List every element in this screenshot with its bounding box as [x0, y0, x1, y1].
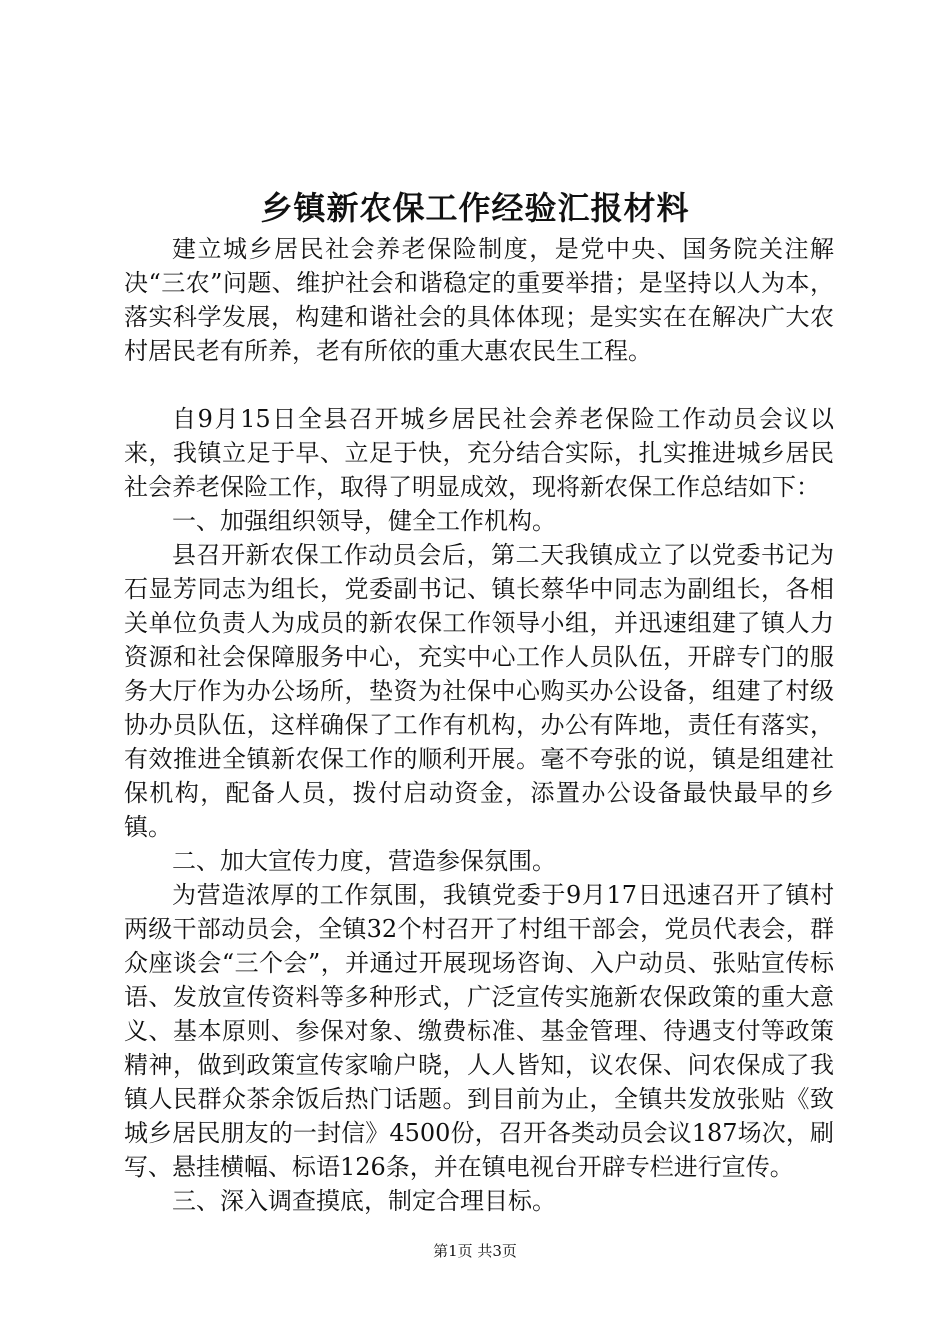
paragraph-summary: 自9月15日全县召开城乡居民社会养老保险工作动员会议以来，我镇立足于早、立足于快，充分结合实际，扎实推进城乡居民社会养老保险工作，取得了明显成效，现将新农保工作总结如下：	[124, 405, 834, 501]
document-body	[124, 232, 834, 1218]
page-footer	[0, 1240, 950, 1262]
paragraph-spacer	[124, 368, 834, 402]
page-indicator: 第1页 共3页	[433, 1242, 517, 1260]
section-heading-1: 一、加强组织领导，健全工作机构。	[172, 507, 556, 535]
paragraph-intro: 建立城乡居民社会养老保险制度，是党中央、国务院关注解决“三农”问题、维护社会和谐稳定的重要举措；是坚持以人为本，落实科学发展，构建和谐社会的具体体现；是实实在在解决广大农村居民老有所养，老有所依的重大惠农民生工程。	[124, 235, 834, 365]
paragraph-section-2: 为营造浓厚的工作氛围，我镇党委于9月17日迅速召开了镇村两级干部动员会，全镇32个村召开了村组干部会，党员代表会，群众座谈会“三个会”，并通过开展现场咨询、入户动员、张贴宣传标语、发放宣传资料等多种形式，广泛宣传实施新农保政策的重大意义、基本原则、参保对象、缴费标准、基金管理、待遇支付等政策精神，做到政策宣传家喻户晓，人人皆知，议农保、问农保成了我镇人民群众茶余饭后热门话题。到目前为止，全镇共发放张贴《致城乡居民朋友的一封信》4500份，召开各类动员会议187场次，刷写、悬挂横幅、标语126条，并在镇电视台开辟专栏进行宣传。	[124, 881, 834, 1181]
section-heading-2: 二、加大宣传力度，营造参保氛围。	[172, 847, 556, 875]
document-title: 乡镇新农保工作经验汇报材料	[260, 189, 690, 227]
section-heading-3: 三、深入调查摸底，制定合理目标。	[172, 1187, 556, 1215]
paragraph-section-1: 县召开新农保工作动员会后，第二天我镇成立了以党委书记为石显芳同志为组长，党委副书记、镇长蔡华中同志为副组长，各相关单位负责人为成员的新农保工作领导小组，并迅速组建了镇人力资源和社会保障服务中心，充实中心工作人员队伍，开辟专门的服务大厅作为办公场所，垫资为社保中心购买办公设备，组建了村级协办员队伍，这样确保了工作有机构，办公有阵地，责任有落实，有效推进全镇新农保工作的顺利开展。毫不夸张的说，镇是组建社保机构，配备人员，拨付启动资金，添置办公设备最快最早的乡镇。	[124, 541, 834, 841]
